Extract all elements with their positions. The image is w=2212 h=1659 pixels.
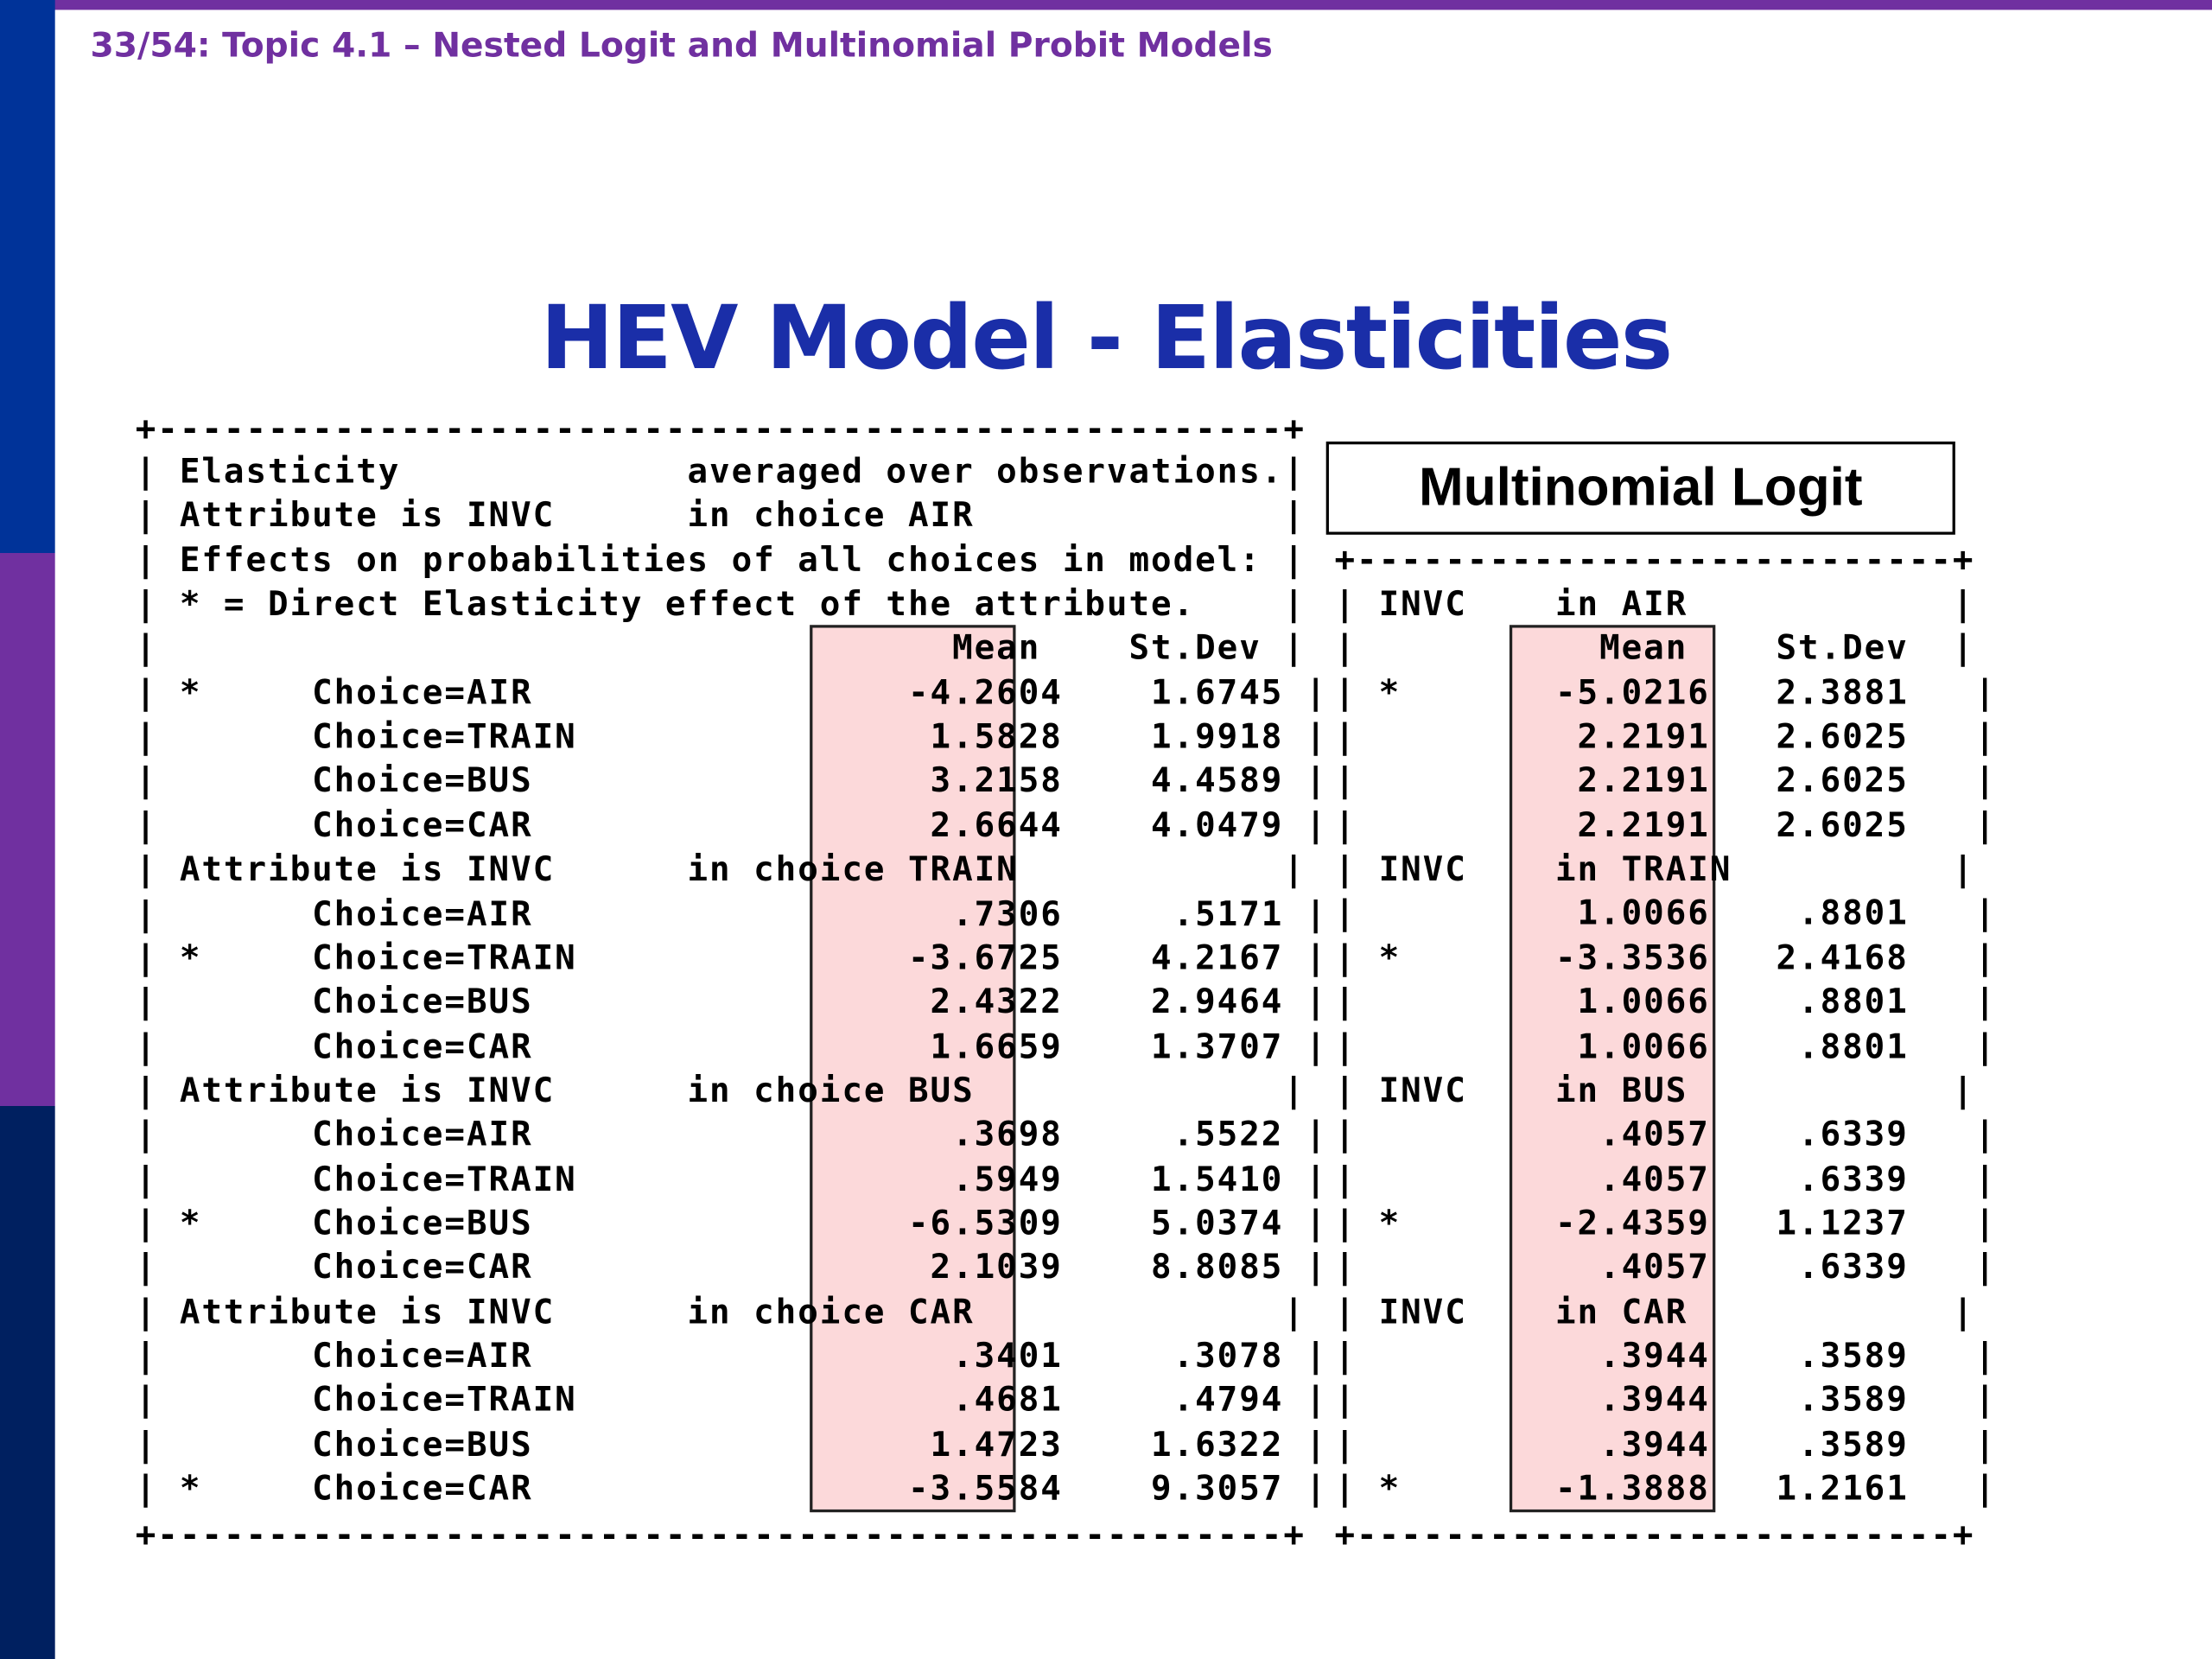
table-row: | * = Direct Elasticity effect of the attribute. |	[135, 583, 1306, 624]
table-border-bottom: +---------------------------+	[1334, 1515, 1975, 1555]
table-row: | 1.0066 .8801 |	[1334, 893, 1997, 933]
table-border-top: +---------------------------+	[1334, 540, 1975, 581]
table-row: | INVC in AIR |	[1334, 583, 1975, 624]
slide-title: HEV Model - Elasticities	[540, 286, 1672, 390]
table-row: | Mean St.Dev |	[1334, 628, 1975, 668]
table-border-top: +---------------------------------------------------+	[135, 409, 1306, 449]
table-row: | .4057 .6339 |	[1334, 1159, 1997, 1199]
table-row: | * Choice=BUS -6.5309 5.0374 |	[135, 1203, 1328, 1243]
table-row: | Choice=BUS 3.2158 4.4589 |	[135, 760, 1328, 801]
table-row: | INVC in BUS |	[1334, 1070, 1975, 1110]
table-row: | Mean St.Dev |	[135, 628, 1306, 668]
table-row: | Elasticity averaged over observations.|	[135, 451, 1306, 492]
side-bar-segment-navy	[0, 1106, 55, 1659]
side-bar-segment-blue	[0, 0, 55, 553]
table-row: | * Choice=TRAIN -3.6725 4.2167 |	[135, 938, 1328, 978]
multinomial-logit-label: Multinomial Logit	[1419, 457, 1863, 518]
table-row: | * -1.3888 1.2161 |	[1334, 1468, 1997, 1509]
table-row: | Choice=AIR .7306 .5171 |	[135, 893, 1328, 933]
table-row: | Choice=TRAIN .5949 1.5410 |	[135, 1159, 1328, 1199]
table-row: | .4057 .6339 |	[1334, 1247, 1997, 1287]
table-row: | Choice=BUS 1.4723 1.6322 |	[135, 1424, 1328, 1465]
table-row: | * -5.0216 2.3881 |	[1334, 672, 1997, 712]
multinomial-logit-box	[1326, 442, 1955, 535]
table-row: | Choice=TRAIN 1.5828 1.9918 |	[135, 716, 1328, 757]
table-row: | 1.0066 .8801 |	[1334, 1026, 1997, 1066]
side-bar-segment-purple	[0, 553, 55, 1106]
table-row: | Effects on probabilities of all choices in model: |	[135, 539, 1306, 580]
table-row: | INVC in CAR |	[1334, 1291, 1975, 1332]
table-row: | * -2.4359 1.1237 |	[1334, 1203, 1997, 1243]
table-row: | Attribute is INVC in choice CAR |	[135, 1291, 1306, 1332]
table-row: | Choice=CAR 2.6644 4.0479 |	[135, 804, 1328, 845]
table-row: | Attribute is INVC in choice BUS |	[135, 1071, 1306, 1110]
table-row: | Choice=CAR 1.6659 1.3707 |	[135, 1026, 1328, 1066]
table-row: | .4057 .6339 |	[1334, 1115, 1997, 1154]
table-row: | .3944 .3589 |	[1334, 1424, 1997, 1465]
table-row: | 2.2191 2.6025 |	[1334, 716, 1997, 757]
table-row: | Choice=AIR .3401 .3078 |	[135, 1336, 1328, 1376]
table-row: | Choice=CAR 2.1039 8.8085 |	[135, 1247, 1328, 1287]
table-row: | .3944 .3589 |	[1334, 1380, 1997, 1420]
table-row: | * Choice=CAR -3.5584 9.3057 |	[135, 1468, 1328, 1509]
table-row: | * Choice=AIR -4.2604 1.6745 |	[135, 672, 1328, 713]
table-row: | Choice=AIR .3698 .5522 |	[135, 1115, 1328, 1154]
table-row: | .3944 .3589 |	[1334, 1336, 1997, 1376]
table-row: | INVC in TRAIN |	[1334, 849, 1975, 889]
table-row: | Choice=BUS 2.4322 2.9464 |	[135, 982, 1328, 1022]
table-row: | 1.0066 .8801 |	[1334, 982, 1997, 1022]
slide-header: 33/54: Topic 4.1 – Nested Logit and Multinomial Probit Models	[90, 25, 1273, 66]
table-row: | * -3.3536 2.4168 |	[1334, 938, 1997, 978]
table-row: | 2.2191 2.6025 |	[1334, 804, 1997, 845]
table-row: | Attribute is INVC in choice AIR |	[135, 495, 1306, 536]
top-accent-bar	[0, 0, 2212, 10]
table-row: | 2.2191 2.6025 |	[1334, 760, 1997, 801]
table-row: | Attribute is INVC in choice TRAIN |	[135, 849, 1306, 889]
table-border-bottom: +---------------------------------------------------+	[135, 1515, 1306, 1555]
table-row: | Choice=TRAIN .4681 .4794 |	[135, 1380, 1328, 1421]
